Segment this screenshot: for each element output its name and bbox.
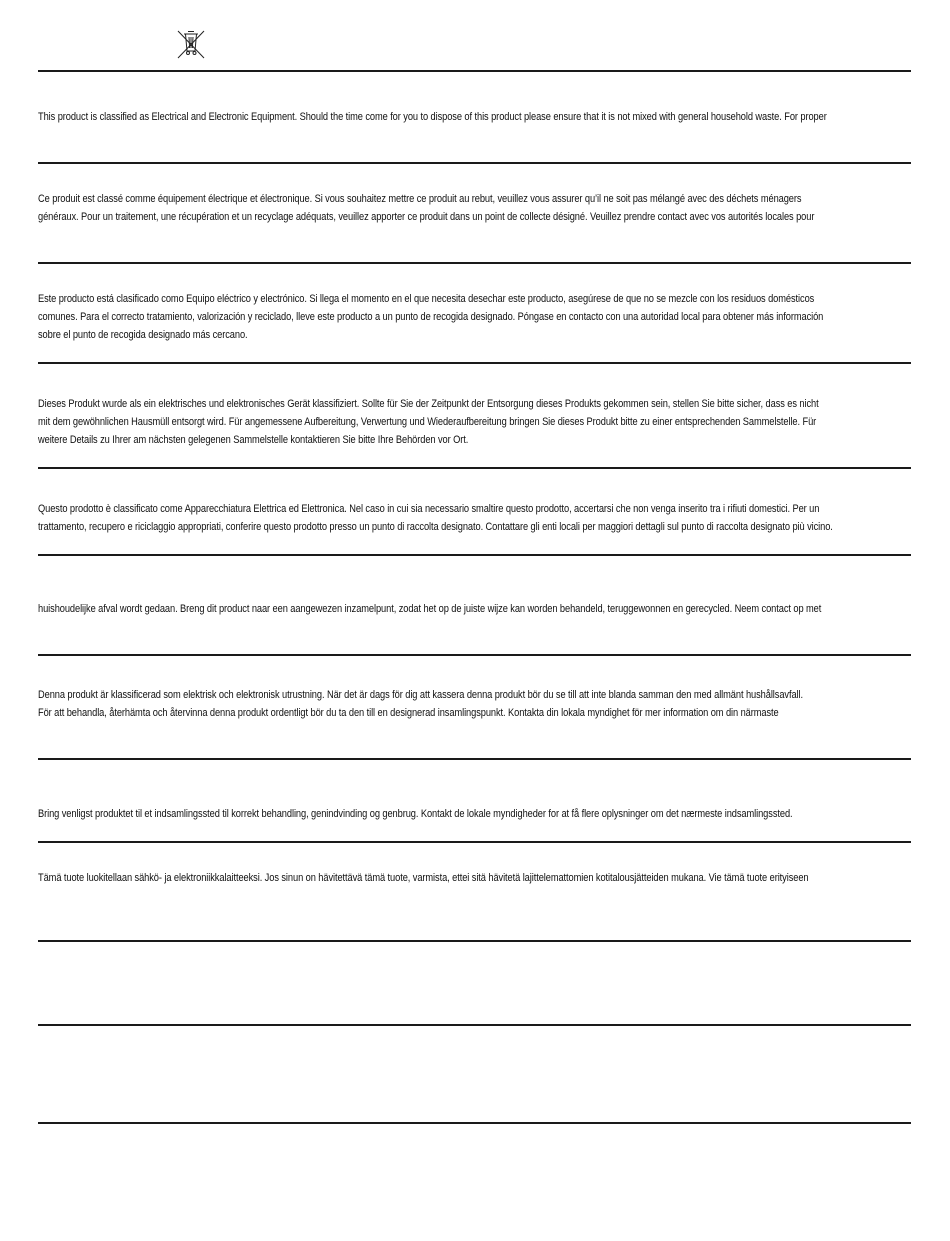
divider [38, 758, 911, 760]
divider [38, 1024, 911, 1026]
paragraph-es [38, 290, 911, 344]
divider [38, 362, 911, 364]
divider [38, 162, 911, 164]
text-line: huishoudelijke afval wordt gedaan. Breng dit product naar een aangewezen inzamelpunt, zodat het op de juiste wijze kan worden behandeld, teruggewonnen en gerecycled. Neem contact op met [38, 603, 822, 615]
paragraph-en [38, 108, 911, 126]
paragraph-it [38, 500, 911, 536]
divider [38, 654, 911, 656]
text-line: Denna produkt är klassificerad som elektrisk och elektronisk utrustning. När det är dags för dig att kassera denna produkt bör du se till att inte blanda samman den med allmänt hushållsavfall. [38, 689, 803, 701]
crossed-out-wheelie-bin-icon [175, 28, 207, 60]
paragraph-da [38, 805, 911, 823]
text-line: weitere Details zu Ihrer am nächsten gelegenen Sammelstelle kontaktieren Sie bitte Ihre Behörden vor Ort. [38, 434, 469, 446]
divider [38, 262, 911, 264]
text-line: Dieses Produkt wurde als ein elektrisches und elektronisches Gerät klassifiziert. Sollte für Sie der Zeitpunkt der Entsorgung dieses Produkts gekommen sein, stellen Sie bitte sicher, dass es nicht [38, 398, 819, 410]
paragraph-sv [38, 686, 911, 722]
divider [38, 841, 911, 843]
text-line: Bring venligst produktet til et indsamlingssted til korrekt behandling, genindvinding og genbrug. Kontakt de lokale myndigheder for at få flere oplysninger om det nærmeste indsamlingssted. [38, 808, 793, 820]
divider [38, 940, 911, 942]
paragraph-fi [38, 869, 911, 887]
text-line: This product is classified as Electrical and Electronic Equipment. Should the time come for you to dispose of this product please ensure that it is not mixed with general household waste. For proper [38, 111, 827, 123]
text-line: mit dem gewöhnlichen Hausmüll entsorgt wird. Für angemessene Aufbereitung, Verwertung und Wiederaufbereitung bringen Sie dieses Produkt bitte zu einer entsprechenden Sammelstelle. Für [38, 416, 817, 428]
divider [38, 467, 911, 469]
divider [38, 1122, 911, 1124]
paragraph-nl [38, 600, 911, 618]
text-line: trattamento, recupero e riciclaggio appropriati, conferire questo prodotto presso un punto di raccolta designato. Contattare gli enti locali per maggiori dettagli sul punto di raccolta designato più vicino. [38, 521, 833, 533]
divider [38, 554, 911, 556]
paragraph-fr [38, 190, 911, 226]
text-line: Ce produit est classé comme équipement électrique et électronique. Si vous souhaitez mettre ce produit au rebut, veuillez vous assurer qu’il ne soit pas mélangé avec des déchets ménagers [38, 193, 802, 205]
divider [38, 70, 911, 72]
paragraph-de [38, 395, 911, 449]
text-line: sobre el punto de recogida designado más cercano. [38, 329, 248, 341]
text-line: Este producto está clasificado como Equipo eléctrico y electrónico. Si llega el momento en el que necesita desechar este producto, asegúrese de que no se mezcle con los residuos domésticos [38, 293, 815, 305]
text-line: généraux. Pour un traitement, une récupération et un recyclage adéquats, veuillez apporter ce produit dans un point de collecte désigné. Veuillez prendre contact avec vos autorités locales pour [38, 211, 815, 223]
text-line: comunes. Para el correcto tratamiento, valorización y reciclado, lleve este producto a un punto de recogida designado. Póngase en contacto con una autoridad local para obtener más información [38, 311, 824, 323]
text-line: Questo prodotto è classificato come Apparecchiatura Elettrica ed Elettronica. Nel caso in cui sia necessario smaltire questo prodotto, accertarsi che non venga inserito tra i rifiuti domestici. Per un [38, 503, 820, 515]
text-line: För att behandla, återhämta och återvinna denna produkt ordentligt bör du ta den till en designerad insamlingspunkt. Kontakta din lokala myndighet för mer information om din närmaste [38, 707, 779, 719]
text-line: Tämä tuote luokitellaan sähkö- ja elektroniikkalaitteeksi. Jos sinun on hävitettävä tämä tuote, varmista, ettei sitä hävitetä lajittelemattomien kotitalousjätteiden mukana. Vie tämä tuote erityiseen [38, 872, 809, 884]
